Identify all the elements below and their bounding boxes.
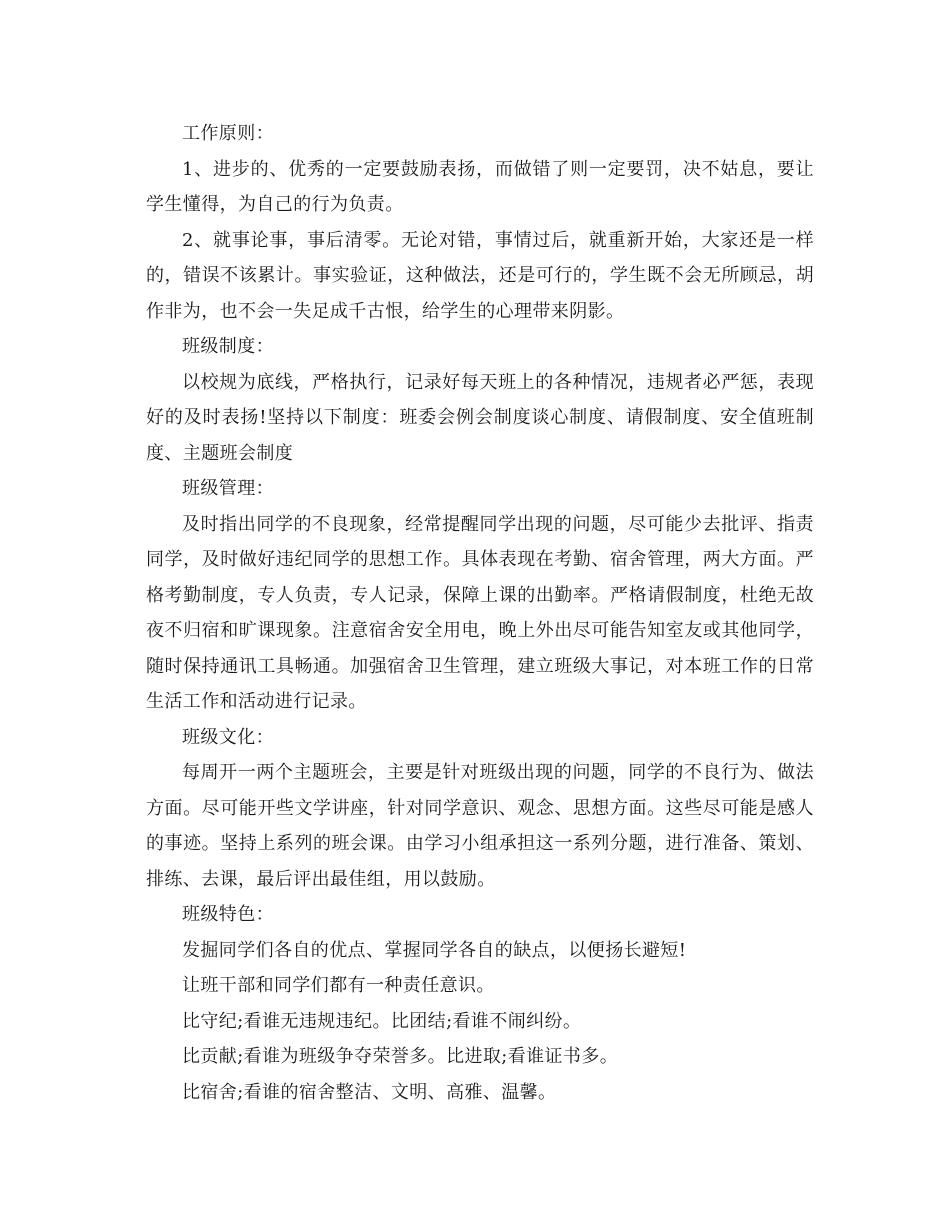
document-page — [146, 116, 814, 1110]
paragraph-feature-responsibility: 让班干部和同学们都有一种责任意识。 — [182, 975, 495, 996]
paragraph-class-management: 及时指出同学的不良现象，经常提醒同学出现的问题，尽可能少去批评、指责同学，及时做好违纪同学的思想工作。具体表现在考勤、宿舍管理，两大方面。严格考勤制度，专人负责，专人记录，保障上课的出勤率。严格请假制度，杜绝无故夜不归宿和旷课现象。注意宿舍安全用电，晚上外出尽可能告知室友或其他同学，随时保持通讯工具畅通。加强宿舍卫生管理，建立班级大事记，对本班工作的日常生活工作和活动进行记录。 — [146, 513, 814, 712]
paragraph-principle-2: 2、就事论事，事后清零。无论对错，事情过后，就重新开始，大家还是一样的，错误不该累计。事实验证，这种做法，还是可行的，学生既不会无所顾忌，胡作非为，也不会一失足成千古恨，给学生的心理带来阴影。 — [146, 229, 814, 322]
paragraph-feature-strengths: 发掘同学们各自的优点、掌握同学各自的缺点，以便扬长避短! — [182, 939, 687, 961]
paragraph-principle-1: 1、进步的、优秀的一定要鼓励表扬，而做错了则一定要罚，决不姑息，要让学生懂得，为自己的行为负责。 — [146, 158, 814, 215]
paragraph-feature-contribution: 比贡献;看谁为班级争夺荣誉多。比进取;看谁证书多。 — [182, 1046, 619, 1067]
heading-class-features: 班级特色： — [182, 904, 274, 925]
heading-class-management: 班级管理： — [182, 478, 274, 499]
paragraph-class-system: 以校规为底线，严格执行，记录好每天班上的各种情况，违规者必严惩，表现好的及时表扬!坚持以下制度：班委会例会制度谈心制度、请假制度、安全值班制度、主题班会制度 — [146, 371, 814, 464]
heading-work-principles: 工作原则： — [182, 123, 274, 144]
heading-class-system: 班级制度： — [182, 336, 274, 357]
heading-class-culture: 班级文化： — [182, 726, 274, 748]
paragraph-class-culture: 每周开一两个主题班会，主要是针对班级出现的问题，同学的不良行为、做法方面。尽可能开些文学讲座，针对同学意识、观念、思想方面。这些尽可能是感人的事迹。坚持上系列的班会课。由学习小组承担这一系列分题，进行准备、策划、排练、去课，最后评出最佳组，用以鼓励。 — [146, 762, 814, 890]
paragraph-feature-dormitory: 比宿舍;看谁的宿舍整洁、文明、高雅、温馨。 — [182, 1081, 557, 1103]
paragraph-feature-discipline: 比守纪;看谁无违规违纪。比团结;看谁不闹纠纷。 — [182, 1010, 582, 1032]
